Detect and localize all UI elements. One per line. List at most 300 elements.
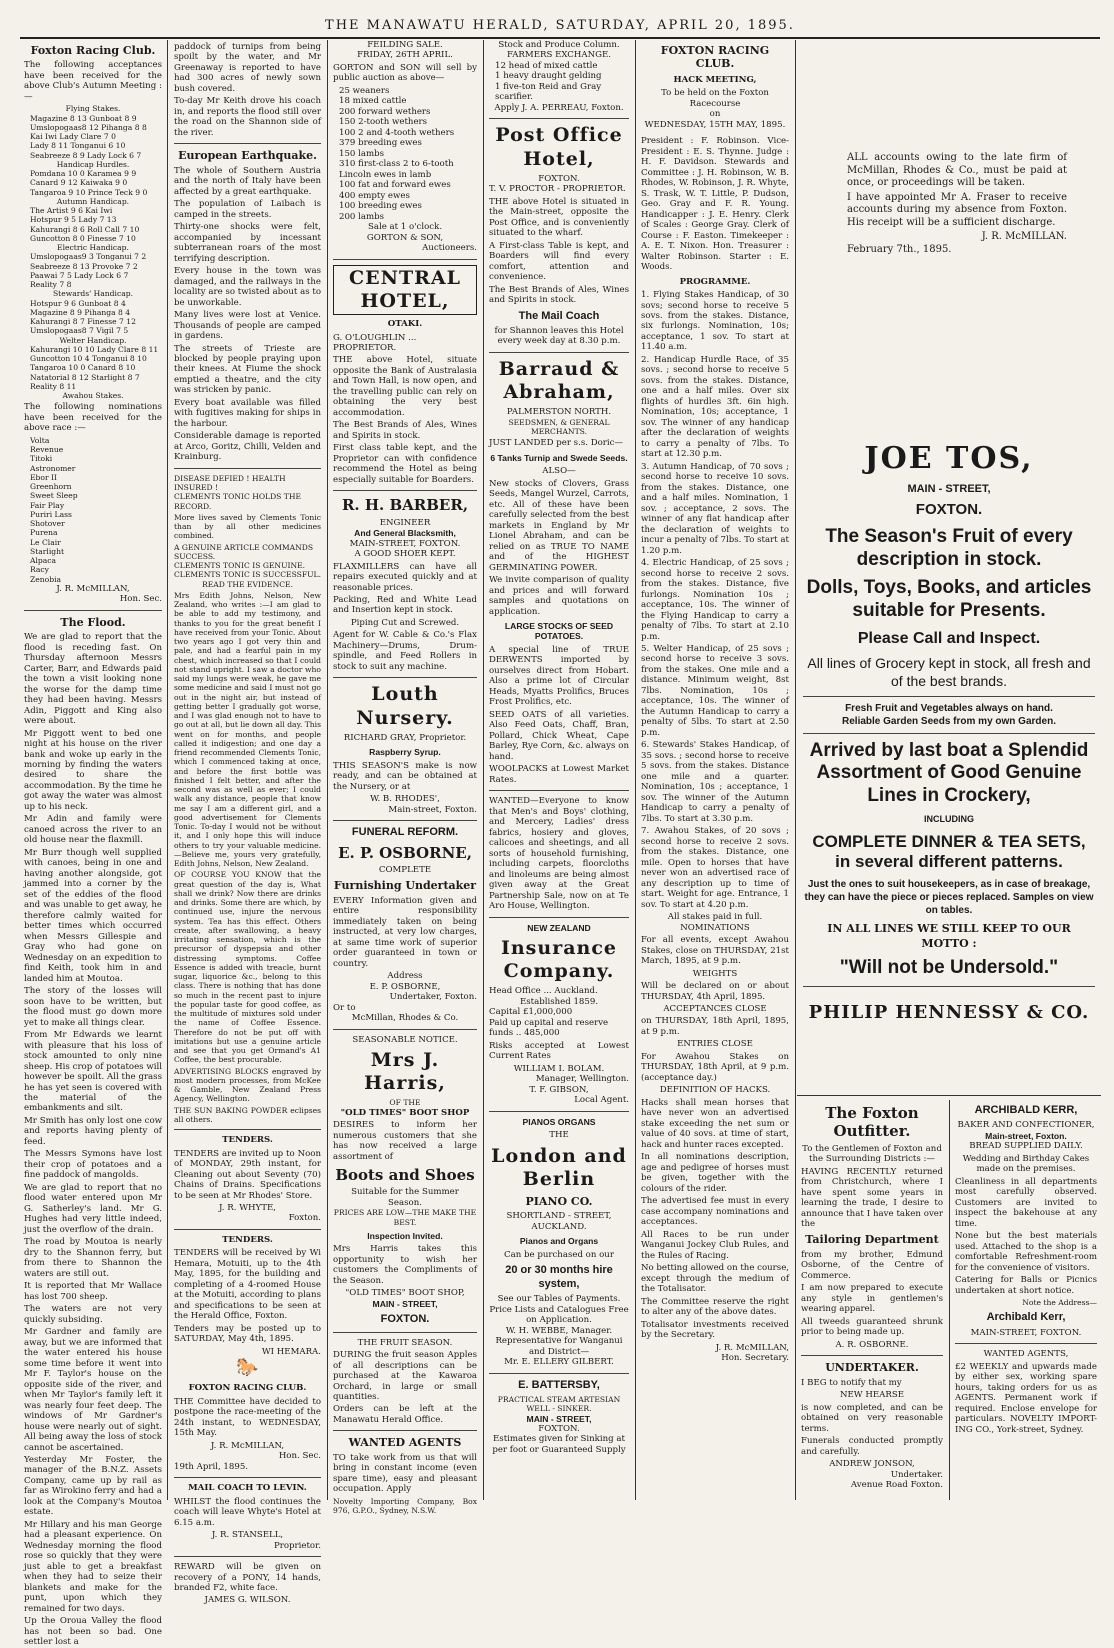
paragraph: Funerals conducted promptly and carefully. [801, 1436, 943, 1457]
nomination: Le Clair [30, 537, 61, 547]
signature: GORTON & SON, [366, 232, 444, 243]
street: Main-street, Foxton. [985, 1130, 1067, 1141]
flying-list [24, 114, 162, 160]
divider [489, 1111, 629, 1112]
tanks-seeds: 6 Tanks Turnip and Swede Seeds. [490, 452, 628, 463]
paragraph: OF COURSE YOU KNOW that the great question of the day is, What shall we drink? Now there are drinks and drinks. Some there are which, by continued use, injure the nervous system. Tea has this effect. Others create, after swallowing, a heavy irritating sensation, which is the precursor of dyspepsia and other distressing symptoms. Coffee Essence is added with treacle, burnt sugar, liquorice &c., belong to this class. There is nothing that has done so much in the recent past to injure the popular taste for good coffee, as the multitude of mixtures sold under the name of Coffee Essence. Therefore do not be put off with imitations but use a genuine article and see that you get Ormand's A1 Coffee, the best procurable. [174, 870, 321, 1065]
post-office-hotel-title: Post Office Hotel, [495, 124, 623, 170]
town: FOXTON. [538, 173, 580, 184]
kerr-title: ARCHIBALD KERR, [974, 1104, 1078, 1116]
paragraph: Mr Smith has only lost one cow and reports having plenty of feed. [24, 1115, 162, 1147]
signature: Proprietor. [273, 1540, 321, 1551]
horse-engraving-icon: 🐎 [236, 1357, 259, 1379]
paragraph: Thirty-one shocks were felt, accompanied by incessant subterranean roars of the most terrifying description. [174, 222, 321, 264]
meeting-date: WEDNESDAY, 15TH MAY, 1895. [644, 119, 786, 130]
hacks-heading: DEFINITION OF HACKS. [659, 1085, 771, 1096]
awahou-list [24, 436, 162, 584]
stock-list [489, 61, 629, 103]
entry-line: Pomdana 10 0 Karamea 9 9 [30, 169, 137, 179]
officers: President : F. Robinson. Vice-President : E. S. Thynne. Judge : H. F. Davidson. Stewards and Committee : J. H. Robinson, W. B. Rhodes, W. Robinson, J. R. Whyte, S. Trask, W. T. Little, P. Dudson, Geo. Gray and F. R. Young. Handicapper : J. E. Henry. Clerk of Scales : George Gray. Clerk of Course : F. Easton. Timekeeper : A. E. T. Nixon. Hon. Treasurer : Walter Robinson. Starter : E. Woods. [641, 136, 789, 273]
signature: WI HEMARA. [261, 1346, 321, 1357]
paragraph: The streets of Trieste are blocked by people praying upon their knees. At Fiume the shock emptied a theatre, and the city was stricken by panic. [174, 343, 321, 396]
paragraph: Price Lists and Catalogues Free on Application. [489, 1304, 629, 1326]
divider [489, 917, 629, 918]
tonic-heading: CLEMENTS TONIC IS GENUINE. CLEMENTS TONIC IS SUCCESSFUL. [174, 561, 321, 580]
garden-seeds: Reliable Garden Seeds from my own Garden. [842, 715, 1056, 727]
paragraph: We are glad to report that no flood water entered upon Mr G. Satherley's land. Mr G. Hughes had very little indeed, just the overflow of the drain. [24, 1182, 162, 1235]
nomination: Alpaca [30, 556, 57, 566]
barber-title: R. H. BARBER, [341, 496, 469, 515]
signature: J. R. McMILLAN, [56, 583, 130, 594]
entry-line: Seabreeze 8 13 Provoke 7 2 [30, 261, 138, 271]
tenders-title: TENDERS. [222, 1135, 273, 1146]
paragraph: None but the best materials used. Attached to the shop is a comfortable Refreshment-room for the convenience of visitors. [955, 1231, 1097, 1273]
entry-line: Umslopogaas9 3 Tonganui 7 2 [30, 252, 147, 262]
hurdle-heading: Handicap Hurdles. [56, 159, 130, 169]
nomination: Starlight [30, 546, 65, 556]
paragraph: Packing, Red and White Lead and Insertion kept in stock. [333, 594, 477, 616]
seedsmen: SEEDSMEN, & GENERAL MERCHANTS. [508, 417, 610, 436]
entry-line: Kahurangi 8 6 Roll Call 7 10 [30, 224, 140, 234]
nomination: Puriri Lass [30, 509, 72, 519]
paragraph: FLAXMILLERS can have all repairs executed quickly and at reasonable prices. [333, 561, 477, 593]
divider [333, 1430, 477, 1431]
entry-line: Paawai 7 5 Lady Lock 6 7 [30, 270, 129, 280]
proprietor: T. V. PROCTOR - PROPRIETOR. [489, 184, 626, 195]
dinner-sets: COMPLETE DINNER & TEA SETS, in several different patterns. [812, 831, 1086, 872]
divider [803, 986, 1095, 987]
paragraph: I have appointed Mr A. Fraser to receive accounts during my absence from Foxton. His receipt will be a sufficient discharge. [847, 191, 1067, 228]
paragraph: To-day Mr Keith drove his coach in, and reports the flood still over the road on the Shannon side of the river. [174, 96, 321, 138]
signature: J. R. McMILLAN, [715, 1342, 789, 1353]
paragraph: is now completed, and can be obtained on very reasonable terms. [801, 1402, 943, 1434]
tailoring-dept: Tailoring Department [805, 1233, 939, 1247]
column-3 [329, 40, 481, 1516]
barber-address: MAIN-STREET, FOXTON. [349, 538, 461, 549]
entry-line: Umslopogaas8 12 Pihanga 8 8 [30, 122, 147, 132]
awahou-intro: The following nominations have been received for the above race :— [24, 402, 162, 434]
joe-tos-ad [797, 435, 1101, 1038]
list-item: 1 five-ton Reid and Gray scarifier. [495, 81, 602, 103]
column-5 [637, 40, 793, 1500]
summer-season: Suitable for the Summer Season. [351, 1187, 459, 1208]
race-event: 3. Autumn Handicap, of 70 sovs ; second horse to receive 10 sovs. from the stakes. Distance, one and a half miles. Nomination, 1 sov. ; acceptance, 2 sovs. The winner of any flat handicap after the declaration of weights to incur a penalty of 7lbs. To start at 1.20 p.m. [641, 461, 789, 556]
feilding-sale-title: FEILDING SALE. [367, 40, 443, 50]
established: Established 1859. [519, 996, 599, 1007]
battersby-title: E. BATTERSBY, [518, 1378, 600, 1391]
stock-produce-title: Stock and Produce Column. [498, 40, 620, 50]
column-rule [167, 40, 168, 1500]
divider [797, 1095, 1101, 1096]
proprietor: RICHARD GRAY, Proprietor. [343, 732, 467, 743]
signature: Foxton. [288, 1213, 321, 1224]
paragraph: Yesterday Mr Foster, the manager of the B.N.Z. Assets Company, came up by rail as far as Wirokino ferry and had a look at the Company's Moutoa estate. [24, 1454, 162, 1518]
signature: J. R. McMILLAN, [210, 1440, 285, 1451]
paragraph: We invite comparison of quality and prices and will forward samples and quotations on application. [489, 575, 629, 617]
including: INCLUDING [924, 813, 974, 824]
divider [333, 820, 477, 821]
barber-shoer: A GOOD SHOER KEPT. [354, 549, 456, 560]
paragraph: Every boat available was filled with fugitives making for ships in the harbour. [174, 397, 321, 429]
harris-title: Mrs J. Harris, [364, 1049, 446, 1095]
paragraph: Tenders may be posted up to SATURDAY, May 4th, 1895. [174, 1323, 321, 1345]
nomination: Astronomer [30, 463, 76, 473]
paragraph: For all events, except Awahou Stakes, close on THURSDAY, 21st March, 1895, at 9 p.m. [641, 935, 789, 967]
also: ALSO— [542, 466, 576, 477]
paragraph: New stocks of Clovers, Grass Seeds, Mangel Wurzel, Carrots, etc. All of these have been carefully selected from the best markets in England by Mr Lionel Abraham, and can be relied on as TRUE TO NAME and of the HIGHEST GERMINATING POWER. [489, 478, 629, 573]
column-rule [949, 1100, 950, 1500]
entry-line: Tangaroa 9 10 Prince Teck 9 0 [30, 187, 148, 197]
divider [174, 1556, 321, 1557]
paragraph: £2 WEEKLY and upwards made by either sex, working spare hours, taking orders for us as AGENTS. Permanent work if required. Enclose envelope for particulars. NOVELTY IMPORT-ING CO., York-street, Sydney. [955, 1361, 1097, 1435]
welter-list [24, 345, 162, 391]
paragraph: No betting allowed on the course, except through the medium of the Totalisator. [641, 1263, 790, 1295]
column-rule [635, 40, 636, 1500]
stewards-list [24, 299, 162, 336]
barber-sub: ENGINEER [379, 517, 431, 528]
piano-co: PIANO CO. [525, 1195, 593, 1209]
paragraph: SEED OATS of all varieties. Also Feed Oats, Chaff, Bran, Pollard, Chick Wheat, Cape Barley, Rye Corn, &c. always on hand. [489, 709, 629, 762]
divider [801, 1355, 943, 1356]
boots-and-shoes: Boots and Shoes [335, 1166, 475, 1185]
flying-stakes-heading: Flying Stakes. [65, 104, 121, 114]
nomination: Sweet Sleep [30, 491, 78, 501]
racing-club-title: FOXTON RACING CLUB. [660, 44, 770, 71]
signature: A. R. OSBORNE. [835, 1339, 909, 1350]
paragraph: Wedding and Birthday Cakes made on the premises. [962, 1153, 1090, 1175]
entry-line: Reality 8 11 [30, 381, 77, 391]
housekeepers: Just the ones to suit housekeepers, as in case of breakage, they can have the piece or pieces replaced. Samples on view on tables. [804, 879, 1094, 917]
paragraph: The advertised fee must in every case accompany nominations and acceptances. [641, 1196, 789, 1228]
tonic-heading: A GENUINE ARTICLE COMMANDS SUCCESS. [174, 542, 314, 561]
entry-line: Magazine 8 9 Pihanga 8 4 [30, 307, 131, 317]
stock-list [333, 86, 477, 222]
race-event: 6. Stewards' Stakes Handicap, of 35 sovs. ; second horse to receive 5 sovs. from the stakes. Distance one mile and a quarter. Nomination, 10s ; acceptance, 1 sov. The winner of the Autumn Handicap to carry a penalty of 7lbs. To start at 3.30 p.m. [641, 740, 789, 824]
divider [333, 1332, 477, 1333]
paragraph: Risks accepted at Lowest Current Rates [489, 1040, 629, 1062]
undertaker-title: UNDERTAKER. [825, 1361, 919, 1375]
column-6 [797, 1100, 947, 1500]
paragraph: Hacks shall mean horses that have never won an advertised stake exceeding the net sum or value of 40 sovs. at time of start, hack and hunter races excepted. [641, 1097, 789, 1150]
tenders-title: TENDERS. [222, 1234, 273, 1245]
date: February 7th., 1895. [847, 243, 952, 255]
paragraph: TO take work from us that will bring in constant income (even spare time), easy and pleasant occupation. Apply [333, 1452, 477, 1495]
paragraph: Estimates given for Sinking at per foot or Guaranteed Supply [492, 1434, 626, 1455]
paragraph: Orders can be left at the Manawatu Herald Office. [333, 1404, 477, 1425]
apply-to: Apply J. A. PERREAU, Foxton. [494, 102, 624, 113]
seasons-fruit: The Season's Fruit of every description in stock. [825, 525, 1073, 570]
paragraph: The story of the losses will soon have to be written, but the flood must go down more yet to make all things clear. [24, 986, 162, 1028]
osborne-name: E. P. OSBORNE, [338, 843, 472, 862]
paragraph: The road by Moutoa is nearly dry to the Shannon ferry, but from there to Shannon the waters are still out. [24, 1237, 162, 1279]
paragraph: See our Tables of Payments. [497, 1294, 621, 1305]
list-item: 150 2-tooth wethers [339, 117, 428, 128]
paragraph: Catering for Balls or Picnics undertaken at short notice. [955, 1275, 1097, 1296]
paragraph: Considerable damage is reported at Arco, Goritz, Chilli, Velden and Krainburg. [174, 431, 321, 463]
list-item: 310 first-class 2 to 6-tooth Lincoln ewes in lamb [339, 159, 454, 180]
entry-line: Reality 7 8 [30, 280, 72, 290]
fresh-fruit: Fresh Fruit and Vegetables always on hand. [845, 702, 1053, 714]
entry-line: Hotspur 9 6 Gunboat 8 4 [30, 298, 126, 308]
racing-intro: The following acceptances have been received for the above Club's Autumn Meeting :— [24, 60, 162, 102]
funeral-reform-title: FUNERAL REFORM. [351, 826, 459, 839]
signature: Main-street, Foxton. [388, 804, 477, 815]
entries-heading: ENTRIES CLOSE [677, 1039, 753, 1050]
london-berlin-title: London and Berlin [491, 1144, 627, 1190]
signature: WILLIAM I. BOLAM. [513, 1063, 605, 1074]
new-hearse: NEW HEARSE [840, 1390, 904, 1401]
paragraph: GORTON and SON will sell by public auction as above— [333, 62, 477, 84]
paragraph: THE above Hotel is situated in the Main-street, opposite the Post Office, and is conveniently situated to the wharf. [489, 196, 629, 239]
race-event: 7. Awahou Stakes, of 20 sovs ; second horse to receive 2 sovs. from the stakes. Distance, one mile. Open to horses that have never won an advertised race of any description up to time of start. Weight for age. Entrance, 1 sov. To start at 4.20 p.m. [641, 826, 789, 910]
paragraph: The Best Brands of Ales, Wines and Spirits in stock. [489, 284, 629, 306]
town: FOXTON. [538, 1424, 580, 1434]
nomination: Fair Play [30, 500, 65, 510]
paid-up: Paid up capital and reserve funds .. 485,000 [489, 1017, 609, 1039]
hack-meeting: HACK MEETING, [673, 74, 757, 85]
held-at: To be held on the Foxton Racecourse [661, 88, 769, 109]
kerr-address: MAIN-STREET, FOXTON. [970, 1327, 1082, 1338]
paragraph: DURING the fruit season Apples of all descriptions can be purchased at the Kawaroa Orchard, in large or small quantities. [333, 1350, 477, 1402]
list-item: 200 lambs [339, 211, 385, 222]
signature: Local Agent. [574, 1095, 629, 1106]
entry-line: Umslopogaas8 7 Vigil 7 5 [30, 326, 129, 336]
sale-time: Sale at 1 o'clock. [367, 222, 443, 233]
divider [333, 677, 477, 678]
proprietor: G. O'LOUGHLIN ... PROPRIETOR. [333, 332, 417, 353]
electric-list [24, 252, 162, 289]
paragraph: All tweeds guaranteed shrunk prior to being made up. [801, 1316, 943, 1338]
raspberry-syrup: Raspberry Syrup. [369, 747, 441, 758]
entry-line: Guncotton 10 4 Tonganui 8 10 [30, 354, 147, 364]
paragraph: Novelty Importing Company, Box 976, G.P.O., Sydney, N.S.W. [333, 1496, 477, 1516]
divider [803, 733, 1095, 734]
paragraph: THE above Hotel, situate opposite the Bank of Australasia and Town Hall, is now open, and the travelling public can rely on obtaining the very best accommodation. [333, 355, 477, 418]
paragraph: ADVERTISING BLOCKS engraved by most modern processes, from McKee & Gamble, New Zealand Press Agency, Wellington. [174, 1066, 321, 1104]
divider [803, 696, 1095, 697]
town: FOXTON. [380, 1313, 430, 1326]
paragraph: All Races to be run under Wanganui Jockey Club Rules, and the Rules of Racing. [641, 1229, 789, 1261]
not-undersold: "Will not be Undersold." [839, 957, 1059, 978]
signature: J. R. WHYTE, [219, 1203, 276, 1213]
paragraph: A special line of TRUE DERWENTS imported by ourselves direct from Hobart. Also a prime lot of Circular Heads, Myatts Prolifics, Bruces Frost Prolifics, etc. [489, 644, 629, 708]
entry-line: Natatorial 8 12 Starlight 8 7 [30, 372, 140, 382]
paragraph: THIS SEASON'S make is now ready, and can be obtained at the Nursery, or at [333, 760, 477, 792]
paragraph: Can be purchased on our [504, 1249, 614, 1260]
stewards-heading: Stewards' Handicap. [52, 289, 134, 299]
signature: Hon. Sec. [278, 1451, 321, 1462]
divider [174, 143, 321, 144]
awahou-heading: Awahou Stakes. [62, 391, 124, 401]
signature: W. B. RHODES', [370, 794, 440, 805]
entry-line: Kai Iwi Lady Clare 7 0 [30, 132, 116, 142]
race-event: 1. Flying Stakes Handicap, of 30 sovs; second horse to receive 5 sovs. from the stakes. Distance, six furlongs. Nomination, 10s; acceptance, 1 sov. To start at 11.40 a.m. [641, 290, 789, 353]
hennessy-title: PHILIP HENNESSY & CO. [808, 1001, 1090, 1023]
manager: W. H. WEBBE, Manager. [505, 1325, 613, 1336]
or-to: Or to [333, 1002, 356, 1013]
pianos-organs-sub: Pianos and Organs [519, 1236, 599, 1247]
nomination: Zenobia [30, 574, 62, 584]
address: Undertaker, Foxton. [389, 992, 477, 1003]
date: 19th April, 1895. [174, 1461, 249, 1472]
hurdle-list [24, 169, 162, 197]
column-rule [327, 40, 328, 1500]
column-7 [951, 1100, 1101, 1500]
divider [24, 610, 162, 611]
paragraph: The Committee reserve the right to alter any of the above dates. [641, 1296, 789, 1318]
central-hotel-title: CENTRAL HOTEL, [333, 265, 477, 315]
dolls-toys: Dolls, Toys, Books, and articles suitable for Presents. [806, 577, 1092, 622]
list-item: 100 2 and 4-tooth wethers [339, 127, 455, 138]
paragraph: Many lives were lost at Venice. Thousands of people are camped in gardens. [174, 310, 321, 342]
divider [489, 352, 629, 353]
list-item: 379 breeding ewes [339, 138, 422, 149]
divider [333, 259, 477, 260]
nominations-heading: NOMINATIONS [680, 922, 750, 933]
arrived-crockery: Arrived by last boat a Splendid Assortment of Good Genuine Lines in Crockery, [809, 739, 1089, 807]
well-sinker: PRACTICAL STEAM ARTESIAN WELL - SINKER. [497, 1395, 621, 1414]
entry-line: The Artist 9 6 Kai Iwi [30, 206, 113, 216]
weights-heading: WEIGHTS [692, 968, 738, 979]
signature: Avenue Road Foxton. [850, 1480, 943, 1490]
flood-title: The Flood. [60, 615, 126, 629]
signature-title: Hon. Secretary. [721, 1353, 789, 1363]
farmers-exchange: FARMERS EXCHANGE. [507, 50, 611, 61]
entry-line: Magazine 8 13 Gunboat 8 9 [30, 113, 137, 123]
street: MAIN - STREET, [907, 483, 991, 495]
entry-line: Kahurangi 8 7 Finesse 7 12 [30, 317, 136, 327]
masthead: THE MANAWATU HERALD, SATURDAY, APRIL 20, 1895. [20, 18, 1100, 39]
paragraph: TENDERS are invited up to Noon of MONDAY, 29th instant, for Cleaning out about Seventy (70) Chains of Drains. Specifications to be seen at Mr Rhodes' Store. [174, 1148, 321, 1201]
race-event: 2. Handicap Hurdle Race, of 35 sovs. ; second horse to receive 5 sovs. from the stakes. Distance, one and a half miles. Over six flights of hurdles 3ft. 6in high. Nomination, 10s; acceptance, 1 sov. The winner of any handicap after the declaration of weights to carry a penalty of 7lbs. To start at 12.30 p.m. [641, 354, 789, 460]
paragraph: The Messrs Symons have lost their crop of potatoes and a fine paddock of mangolds. [24, 1149, 162, 1181]
paragraph: Mr Gardner and family are away, but we are informed that the water entered his house some time before it went into Mr F. Taylor's house on the opposite side of the river, and when Mr Taylor's family left it was nearly four feet deep. The windows of Mr Gardner's house were nearly out of sight. All being away the loss of stock cannot be ascertained. [24, 1327, 162, 1453]
nomination: Greenhorn [30, 482, 72, 492]
paragraph: The Best Brands of Ales, Wines and Spirits in stock. [333, 420, 477, 441]
racing-club-title: Foxton Racing Club. [30, 44, 156, 57]
paragraph: For Awahou Stakes on THURSDAY, 18th April, at 9 p.m. (acceptance day.) [641, 1051, 789, 1083]
paragraph: from my brother, Edmund Osborne, of the Centre of Commerce. [801, 1249, 943, 1281]
signature: Auctioneers. [422, 243, 477, 254]
autumn-list [24, 206, 162, 243]
paragraph: on THURSDAY, 18th April, 1895, at 9 p.m. [641, 1016, 789, 1037]
nomination: Ebor II [30, 472, 58, 482]
column-1 [20, 40, 166, 1648]
paragraph: paddock of turnips from being spoilt by the water, and Mr Greenaway is reported to have had 300 acres of newly sown bush covered. [174, 42, 321, 94]
paragraph: The whole of Southern Austria and the north of Italy have been affected by a great earthquake. [174, 165, 321, 197]
list-item: 200 forward wethers [339, 106, 431, 117]
head-office: Head Office ... Auckland. [489, 986, 598, 997]
signature: Manager, Wellington. [535, 1074, 629, 1085]
paragraph: WANTED—Everyone to know that Men's and Boys' clothing, and Mercery, Ladies' dress fabrics, hosiery and gloves, calicoes and sheetings, and all sorts of household furnishing, including carpets, floorcloths and linoleums are being almost given away at the Great Partnership Sale, now on at Te Aro House, Wellington. [489, 796, 629, 912]
or-to-name: McMillan, Rhodes & Co. [351, 1013, 459, 1024]
boot-shop-name: "OLD TIMES" BOOT SHOP, [345, 1288, 465, 1299]
nomination: Volta [30, 435, 50, 445]
paragraph: From Mr Edwards we learnt with pleasure that his loss of stock amounted to only nine sheep. His crop of potatoes will however be spoilt. All the grass he has yet seen is covered with the material of the embankments and silt. [24, 1030, 162, 1114]
paragraph: Up the Oroua Valley the flood has not been so bad. One settler lost a [24, 1616, 162, 1648]
autumn-heading: Autumn Handicap. [56, 196, 130, 206]
signature: J. R. STANSELL, [211, 1530, 284, 1541]
column-rule [483, 40, 484, 1500]
paragraph: We are glad to report that the flood is receding fast. On Thursday afternoon Messrs Carter, Barr, and Edwards paid the town a visit looking none the worse for the damp time they had been having. Messrs Adin, Piggott and King also were about. [24, 632, 162, 727]
paragraph: EVERY Information given and entire responsibility immediately taken on being instructed, at very low charges, at same time work of superior order guaranteed in town or country. [333, 895, 477, 969]
paragraph: Agent for W. Cable & Co.'s Flax Machinery—Drums, Drum-spindle, and Feed Rollers in stock to suit any machine. [333, 630, 477, 672]
paragraph: Piping Cut and Screwed. [350, 617, 460, 628]
divider [489, 790, 629, 791]
paragraph: In all nominations description, age and pedigree of horses must be given, together with the colours of the rider. [641, 1152, 789, 1194]
paragraph: More lives saved by Clements Tonic than by all other medicines combined. [174, 512, 321, 541]
central-hotel-location: OTAKI. [387, 319, 423, 330]
street: MAIN - STREET, [372, 1298, 438, 1309]
divider [174, 1129, 321, 1130]
paragraph: Mrs Harris takes this opportunity to wish her customers the Compliments of the Season. [333, 1244, 477, 1286]
list-item: 1 heavy draught gelding [495, 71, 602, 82]
addressed-to: To the Gentlemen of Foxton and the Surrounding Districts :— [802, 1143, 942, 1165]
list-item: 150 lambs [339, 148, 385, 159]
signature: Undertaker. [890, 1469, 943, 1480]
new-zealand: NEW ZEALAND [527, 922, 591, 933]
paragraph: THE Committee have decided to postpone the race-meeting of the 24th instant, to WEDNESDAY, 15th May. [174, 1396, 321, 1439]
paragraph: Mrs Edith Johns, Nelson, New Zealand, who writes :—I am glad to be able to add my testimony, and thanks to you for the great benefit I have received from your Tonic. About two years ago I got very thin and pale, and had a fearful pain in my chest, which increased so that I could not stand upright. I saw a doctor who said my lungs were weak, he gave me some medicine and said I must not go out in the night air, but instead of getting better I gradually got worse, and I was glad enough not to have to go out at all, but lie down all day. This went on for months, and people called it indigestion; and one day a friend recommended Clements Tonic, which I commenced taking at once, and before the first bottle was finished I felt better, and after the second was as well as ever; I could walk any distance, people that know me say I am a different girl, and a good advertisement for Clements Tonic. To-day I would not be without it, and I only hope this will induce others to try your valuable medicine.—Believe me, yours very gratefully, Edith Johns, Nelson, New Zealand. [174, 590, 321, 869]
barber-sub: And General Blacksmith, [354, 528, 456, 539]
divider [333, 1029, 477, 1030]
divider [174, 1229, 321, 1230]
tonic-heading: CLEMENTS TONIC HOLDS THE RECORD. [174, 492, 302, 511]
paragraph: I am now prepared to execute any style in gentlemen's wearing apparel. [801, 1283, 943, 1315]
divider [174, 1477, 321, 1478]
nomination: Titoki [30, 454, 53, 464]
mail-coach-text: for Shannon leaves this Hotel every week day at 8.30 p.m. [494, 325, 624, 347]
race-event: 4. Electric Handicap, of 25 sovs ; second horse to receive 2 sovs. from the stakes. Distance, five furlongs. Nomination 10s ; acceptance, 10s. The winner of the Flying Handicap to carry a penalty of 7lbs. To start at 2.10 p.m. [641, 558, 789, 642]
nomination: Racy [30, 565, 49, 575]
column-rule [795, 40, 796, 1500]
entry-line: Canard 9 12 Kaiwaka 9 0 [30, 178, 128, 188]
entry-line: Tangaroa 10 0 Canard 8 10 [30, 363, 136, 373]
fruit-season-title: THE FRUIT SEASON. [357, 1337, 453, 1348]
street: MAIN - STREET, [526, 1413, 592, 1424]
address-label: Address [387, 971, 423, 982]
prices-low: PRICES ARE LOW—THE MAKE THE BEST. [333, 1208, 477, 1227]
list-item: 12 head of mixed cattle [495, 60, 598, 71]
paragraph: TENDERS will be received by Wi Hemara, Motuiti, up to the 4th May, 1895, for the building and completing of a 4-roomed House at the Motuiti, according to plans and specifications to be seen at the Herald Office, Foxton. [174, 1248, 321, 1322]
column-2 [170, 40, 325, 1606]
divider [955, 1343, 1097, 1344]
race-event: 5. Welter Handicap, of 25 sovs ; second horse to receive 3 sovs. from the stakes. One mile and a distance. Minimum weight, 8st 7lbs. Nomination, 10s ; acceptance, 10s. The winner of the Autumn Handicap to carry a penalty of 5lbs. To start at 2.50 p.m. [641, 644, 789, 738]
tonic-heading: READ THE EVIDENCE. [202, 579, 293, 589]
wanted-agents-title: WANTED AGENTS [348, 1436, 462, 1450]
paragraph: DESIRES to inform her numerous customers that she has now received a large assortment of [333, 1120, 477, 1162]
address: E. P. OSBORNE, [369, 981, 441, 992]
paragraph: First class table kept, and the Proprietor can with confidence recommend the Hotel as being especially suitable for Boarders. [333, 443, 477, 485]
paragraph: Mr Hillary and his man George had a pleasant experience. On Wednesday morning the flood rose so quickly that they were just able to get a breakfast when they had to seize their blankets and make for the punt, upon which they remained for two days. [24, 1519, 162, 1614]
paragraph: Will be declared on or about THURSDAY, 4th April, 1895. [641, 981, 789, 1002]
paragraph: WOOLPACKS at Lowest Market Rates. [489, 764, 629, 785]
list-item: 25 weaners [339, 85, 390, 96]
mail-coach-heading: The Mail Coach [518, 309, 600, 322]
paragraph: The population of Laibach is camped in the streets. [174, 199, 321, 220]
acceptances-heading: ACCEPTANCES CLOSE [663, 1003, 767, 1014]
paragraph: Cleanliness in all departments most carefully observed. Customers are invited to inspect the bakehouse at any time. [955, 1176, 1097, 1229]
hire-system: 20 or 30 months hire system, [505, 1264, 613, 1290]
stakes-paid: All stakes paid in full. [667, 912, 763, 923]
feilding-sale-date: FRIDAY, 26TH APRIL. [357, 50, 453, 61]
city: AUCKLAND. [531, 1221, 587, 1232]
divider [489, 118, 629, 119]
inspection-invited: Inspection Invited. [367, 1230, 443, 1241]
signature: J. R. McMILLAN. [981, 231, 1067, 242]
divider [333, 490, 477, 491]
mail-coach-title: MAIL COACH TO LEVIN. [188, 1483, 307, 1494]
